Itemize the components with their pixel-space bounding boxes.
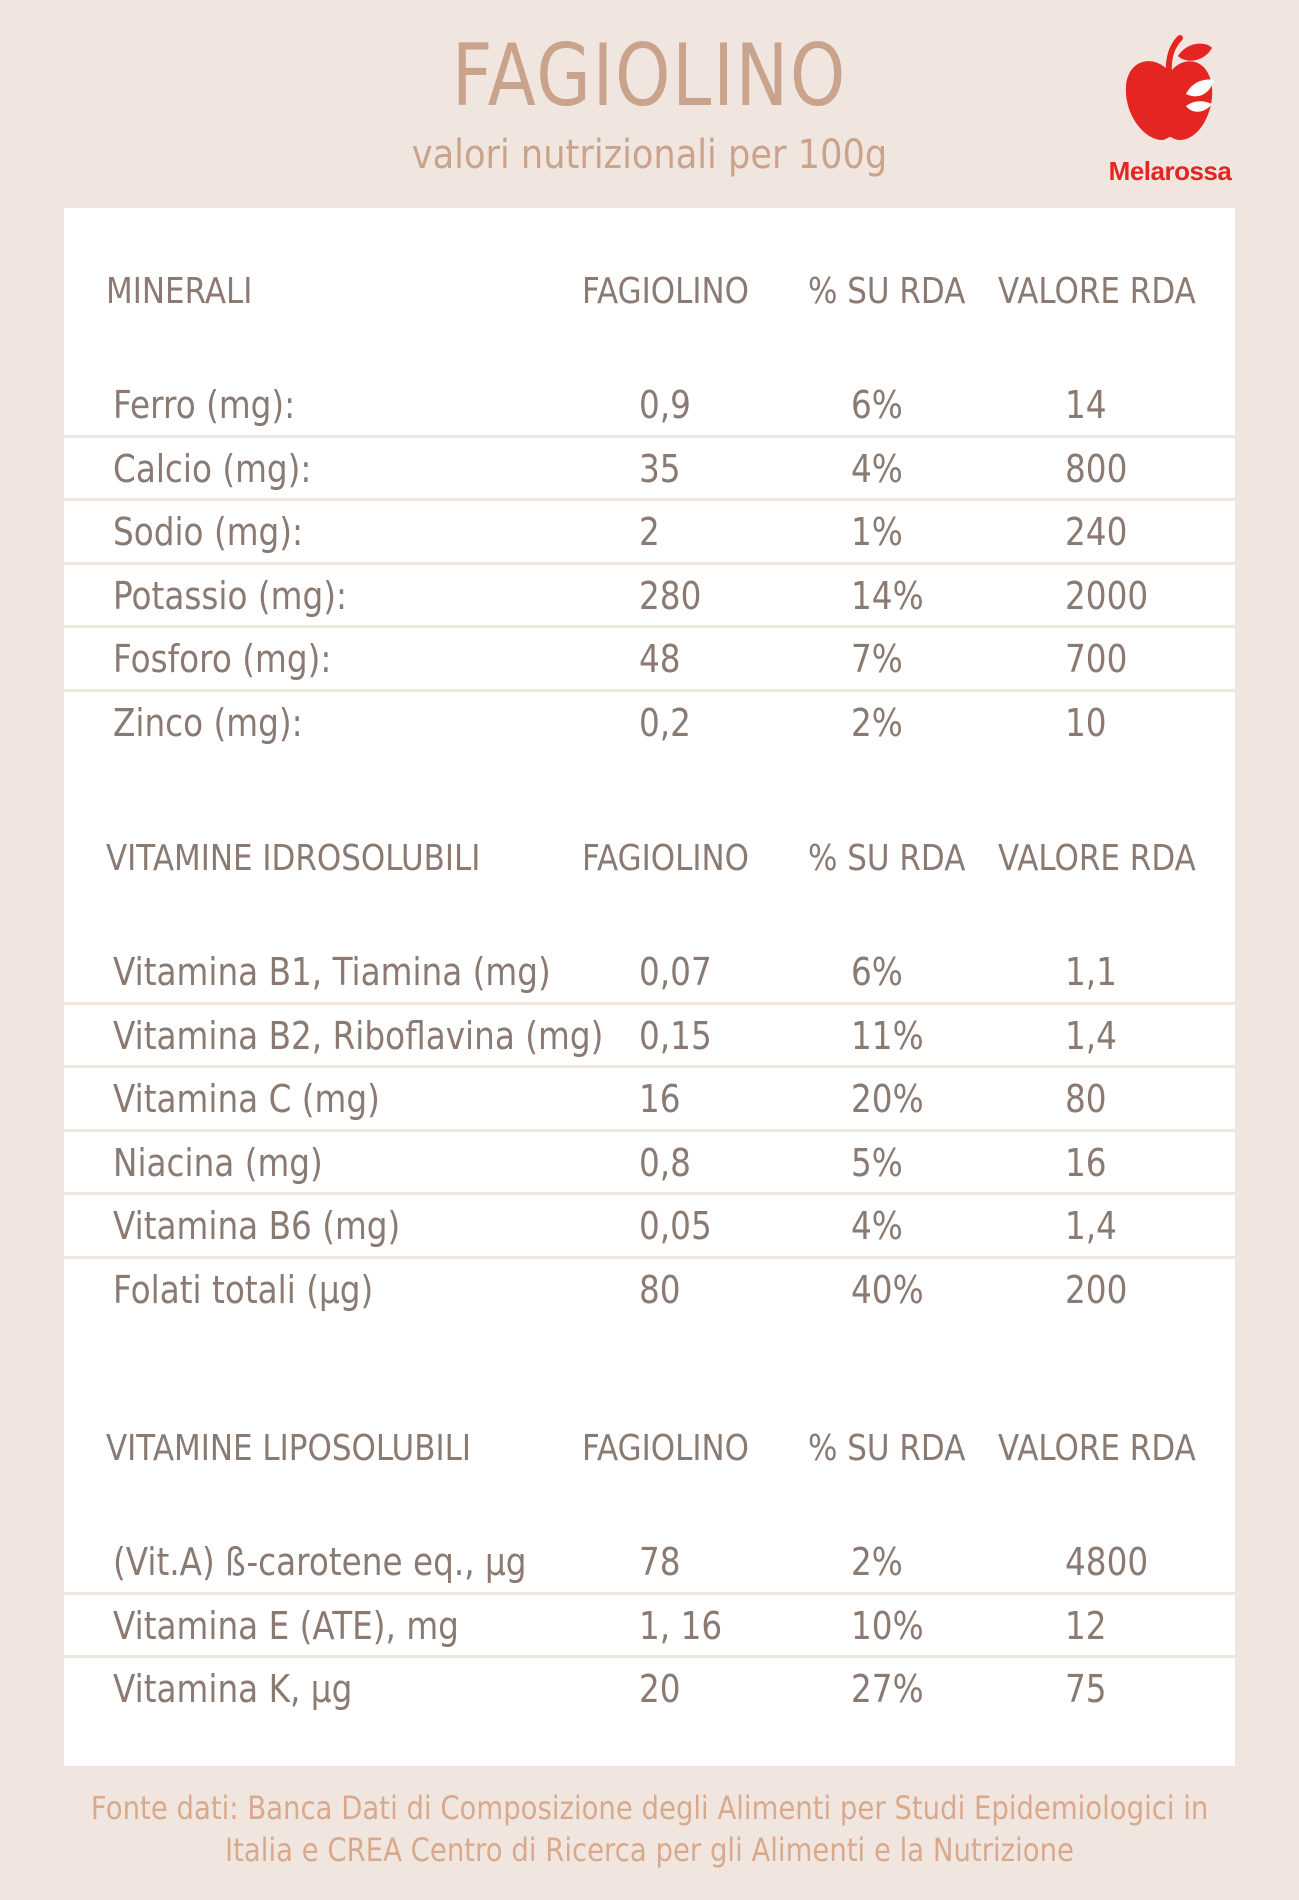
nutrient-rda: 800 xyxy=(1065,446,1128,491)
nutrient-rda: 4800 xyxy=(1065,1540,1149,1584)
page-title: FAGIOLINO xyxy=(451,26,848,126)
section-vitamine-liposolubili xyxy=(64,1414,1235,1722)
table-row xyxy=(64,501,1235,565)
nutrient-rda: 16 xyxy=(1065,1140,1107,1185)
page-subtitle: valori nutrizionali per 100g xyxy=(411,132,888,178)
nutrient-pct-rda: 14% xyxy=(851,573,924,618)
nutrient-name: (Vit.A) ß-carotene eq., µg xyxy=(113,1540,527,1584)
nutrient-pct-rda: 2% xyxy=(851,700,903,745)
nutrient-name: Ferro (mg): xyxy=(113,383,296,427)
section-header xyxy=(64,1414,1235,1484)
table-row xyxy=(64,1531,1235,1595)
nutrient-pct-rda: 6% xyxy=(851,383,903,427)
logo-text: Melarossa xyxy=(1108,156,1232,186)
nutrient-pct-rda: 5% xyxy=(851,1140,903,1185)
section-title: MINERALI xyxy=(106,271,253,312)
section-vitamine-idrosolubili xyxy=(64,824,1235,1322)
nutrient-pct-rda: 4% xyxy=(851,446,903,491)
nutrient-rda: 2000 xyxy=(1065,573,1149,618)
section-minerali xyxy=(64,257,1235,755)
nutrient-name: Vitamina B1, Tiamina (mg) xyxy=(113,950,551,994)
nutrient-name: Vitamina K, µg xyxy=(113,1667,353,1711)
nutrient-value: 0,8 xyxy=(639,1140,691,1185)
nutrient-name: Calcio (mg): xyxy=(113,446,312,491)
section-header xyxy=(64,824,1235,894)
nutrient-value: 1, 16 xyxy=(639,1603,723,1648)
section-header xyxy=(64,257,1235,327)
nutrient-name: Vitamina B6 (mg) xyxy=(113,1204,401,1248)
section-title: VITAMINE IDROSOLUBILI xyxy=(106,838,481,879)
column-header-pct-rda: % SU RDA xyxy=(808,1428,966,1469)
nutrient-pct-rda: 7% xyxy=(851,637,903,681)
table-row xyxy=(64,941,1235,1005)
column-header-valore-rda: VALORE RDA xyxy=(998,1428,1196,1469)
nutrient-value: 0,07 xyxy=(639,950,712,994)
source-line-2: Italia e CREA Centro di Ricerca per gli Alimenti e la Nutrizione xyxy=(225,1831,1074,1869)
nutrient-name: Sodio (mg): xyxy=(113,510,304,554)
nutrient-pct-rda: 4% xyxy=(851,1204,903,1248)
nutrient-value: 35 xyxy=(639,446,681,491)
column-header-valore-rda: VALORE RDA xyxy=(998,838,1196,879)
nutrient-name: Zinco (mg): xyxy=(113,700,303,745)
nutrient-rda: 200 xyxy=(1065,1267,1128,1312)
nutrient-name: Vitamina C (mg) xyxy=(113,1077,380,1121)
nutrient-value: 80 xyxy=(639,1267,681,1312)
table-row xyxy=(64,1195,1235,1259)
nutrient-rda: 80 xyxy=(1065,1077,1107,1121)
nutrient-rda: 1,1 xyxy=(1065,950,1117,994)
nutrient-rda: 1,4 xyxy=(1065,1204,1117,1248)
nutrient-name: Potassio (mg): xyxy=(113,573,347,618)
nutrient-name: Fosforo (mg): xyxy=(113,637,332,681)
nutrient-rda: 240 xyxy=(1065,510,1128,554)
source-footer xyxy=(0,1787,1299,1871)
nutrient-value: 48 xyxy=(639,637,681,681)
nutrient-name: Folati totali (µg) xyxy=(113,1267,374,1312)
nutrient-rda: 12 xyxy=(1065,1603,1107,1648)
column-header-valore-rda: VALORE RDA xyxy=(998,271,1196,312)
nutrient-value: 0,2 xyxy=(639,700,691,745)
nutrient-pct-rda: 10% xyxy=(851,1603,924,1648)
table-row xyxy=(64,1595,1235,1659)
nutrient-rda: 75 xyxy=(1065,1667,1107,1711)
table-row xyxy=(64,628,1235,692)
nutrient-rda: 1,4 xyxy=(1065,1013,1117,1058)
apple-icon xyxy=(1122,34,1218,146)
nutrient-rda: 10 xyxy=(1065,700,1107,745)
table-row xyxy=(64,1658,1235,1722)
nutrient-rda: 14 xyxy=(1065,383,1107,427)
nutrient-value: 0,05 xyxy=(639,1204,712,1248)
column-header-pct-rda: % SU RDA xyxy=(808,271,966,312)
nutrient-value: 16 xyxy=(639,1077,681,1121)
header xyxy=(0,0,1299,205)
nutrient-value: 20 xyxy=(639,1667,681,1711)
table-row xyxy=(64,374,1235,438)
table-row xyxy=(64,692,1235,756)
nutrient-pct-rda: 40% xyxy=(851,1267,924,1312)
nutrient-pct-rda: 27% xyxy=(851,1667,924,1711)
nutrient-value: 0,9 xyxy=(639,383,691,427)
nutrient-rda: 700 xyxy=(1065,637,1128,681)
source-line-1: Fonte dati: Banca Dati di Composizione degli Alimenti per Studi Epidemiologici in xyxy=(90,1789,1209,1827)
table-row xyxy=(64,1132,1235,1196)
column-header-fagiolino: FAGIOLINO xyxy=(582,271,750,312)
melarossa-logo[interactable] xyxy=(1100,34,1240,184)
nutrient-pct-rda: 11% xyxy=(851,1013,924,1058)
table-row xyxy=(64,1005,1235,1069)
nutrient-value: 78 xyxy=(639,1540,681,1584)
nutrient-pct-rda: 1% xyxy=(851,510,903,554)
section-title: VITAMINE LIPOSOLUBILI xyxy=(106,1428,471,1469)
table-row xyxy=(64,565,1235,629)
nutrient-pct-rda: 6% xyxy=(851,950,903,994)
column-header-fagiolino: FAGIOLINO xyxy=(582,838,750,879)
nutrient-value: 0,15 xyxy=(639,1013,712,1058)
column-header-pct-rda: % SU RDA xyxy=(808,838,966,879)
table-row xyxy=(64,1259,1235,1323)
nutrient-value: 280 xyxy=(639,573,702,618)
nutrient-name: Vitamina B2, Riboflavina (mg) xyxy=(113,1013,604,1058)
nutrient-pct-rda: 20% xyxy=(851,1077,924,1121)
nutrient-pct-rda: 2% xyxy=(851,1540,903,1584)
nutrient-name: Niacina (mg) xyxy=(113,1140,323,1185)
nutrient-value: 2 xyxy=(639,510,660,554)
table-row xyxy=(64,1068,1235,1132)
nutrition-table xyxy=(64,208,1235,1766)
nutrient-name: Vitamina E (ATE), mg xyxy=(113,1603,459,1648)
table-row xyxy=(64,438,1235,502)
column-header-fagiolino: FAGIOLINO xyxy=(582,1428,750,1469)
